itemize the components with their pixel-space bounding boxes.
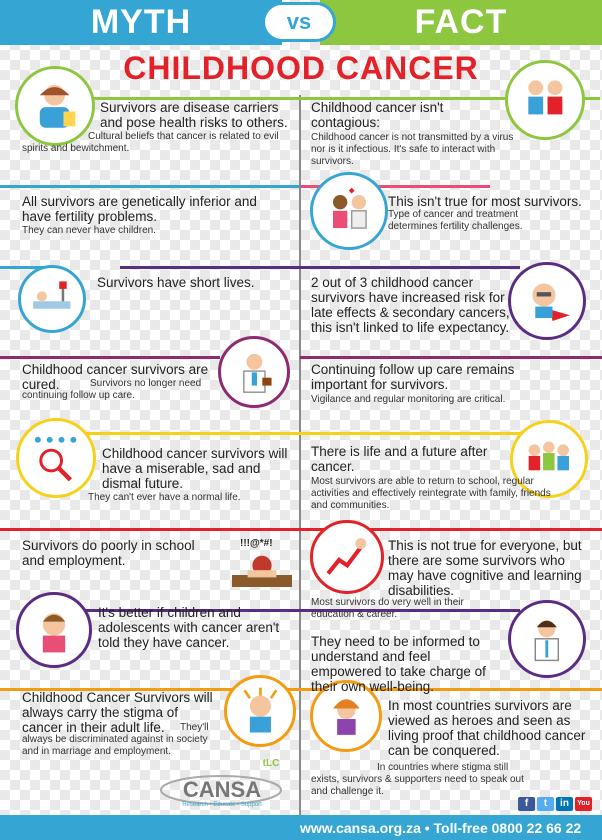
myth-8-sub: They'll always be discriminated against in society and in marriage and employment. <box>22 722 209 757</box>
fact-heading: FACT <box>414 3 508 41</box>
doctor-woman-icon <box>508 600 586 678</box>
myth-5-main: Childhood cancer survivors will have a miserable, sad and dismal future. <box>102 446 288 491</box>
fact-7-main: They need to be informed to understand and feel empowered to take charge of their own well-being. <box>311 634 486 694</box>
website-link[interactable]: www.cansa.org.za <box>300 820 421 836</box>
footer-contact <box>300 820 581 836</box>
stressed-man-icon <box>224 675 296 747</box>
linkedin-icon[interactable]: in <box>556 797 573 811</box>
myth-1-main: Survivors are disease carriers and pose health risks to others. <box>100 100 288 130</box>
row-divider <box>0 185 310 188</box>
myth-heading: MYTH <box>90 3 192 41</box>
fact-5-sub: Most survivors are able to return to school, regular activities and effectively reintegrate with family, friends and communities. <box>311 476 551 511</box>
myth-5-sub: They can't ever have a normal life. <box>88 492 241 503</box>
doctor-icon <box>218 336 290 408</box>
myth-1-sub: Cultural beliefs that cancer is related to evil spirits and bewitchment. <box>22 131 279 154</box>
myth-6-main: Survivors do poorly in school and employment. <box>22 538 195 568</box>
superhero-kid-icon <box>508 262 586 340</box>
myth-2-sub: They can never have children. <box>22 225 156 236</box>
hospital-bed-icon <box>18 265 86 333</box>
myth-3-main: Survivors have short lives. <box>97 275 255 290</box>
fact-8-sub: In countries where stigma still exists, survivors & supporters need to speak out and challenge it. <box>311 762 524 797</box>
center-divider <box>299 95 301 815</box>
myth-8-main: Childhood Cancer Survivors will always carry the stigma of cancer in their adult life. <box>22 690 213 735</box>
twitter-icon[interactable]: t <box>537 797 554 811</box>
myth-4-sub: Survivors no longer need continuing follow up care. <box>22 378 202 401</box>
fact-4-sub: Vigilance and regular monitoring are critical. <box>311 394 506 405</box>
myth-4-main: Childhood cancer survivors are cured. <box>22 362 209 392</box>
cansa-wordmark: CANSA <box>182 777 262 802</box>
page-title: CHILDHOOD CANCER <box>123 50 479 86</box>
fact-2-main: This isn't true for most survivors. <box>388 194 582 209</box>
row-divider <box>120 266 520 269</box>
fact-1-sub: Childhood cancer is not transmitted by a virus nor is it infectious. It's safe to interact with survivors. <box>311 132 514 167</box>
fact-6-main: This is not true for everyone, but there are some survivors who may have cognitive and learning disabilities. <box>388 538 582 598</box>
fact-3-main: 2 out of 3 childhood cancer survivors have increased risk for late effects & secondary cancers, this isn't linked to life expectancy. <box>311 275 510 335</box>
tlc-logo: tLC <box>262 758 280 769</box>
row-divider <box>300 356 602 359</box>
two-kids-icon <box>505 60 585 140</box>
row-divider <box>80 432 530 435</box>
fact-5-main: There is life and a future after cancer. <box>311 444 488 474</box>
fact-6-sub: Most survivors do very well in their education & career. <box>311 597 464 620</box>
fact-2-sub: Type of cancer and treatment determines fertility challenges. <box>388 209 523 232</box>
exclaim-text: !!!@*#! <box>240 538 273 549</box>
fact-8-main: In most countries survivors are viewed as heroes and seen as living proof that childhood cancer can be conquered. <box>388 698 586 758</box>
youtube-icon[interactable]: You <box>575 797 592 811</box>
shocked-man-icon <box>16 592 92 668</box>
facebook-icon[interactable]: f <box>518 797 535 811</box>
myth-2-main: All survivors are genetically inferior and have fertility problems. <box>22 194 257 224</box>
myth-7-main: It's better if children and adolescents with cancer aren't told they have cancer. <box>98 605 280 650</box>
cansa-tagline: Research • Educate • Support <box>182 802 262 808</box>
couple-icon <box>310 172 388 250</box>
row-divider <box>0 356 220 359</box>
vs-badge: vs <box>262 2 336 42</box>
growth-chart-icon <box>310 520 384 594</box>
people-search-icon <box>16 418 96 498</box>
row-divider <box>0 528 602 531</box>
fact-4-main: Continuing follow up care remains important for survivors. <box>311 362 515 392</box>
tollfree-number: • Toll-free 0800 22 66 22 <box>424 820 582 836</box>
fact-1-main: Childhood cancer isn't contagious: <box>311 100 444 130</box>
